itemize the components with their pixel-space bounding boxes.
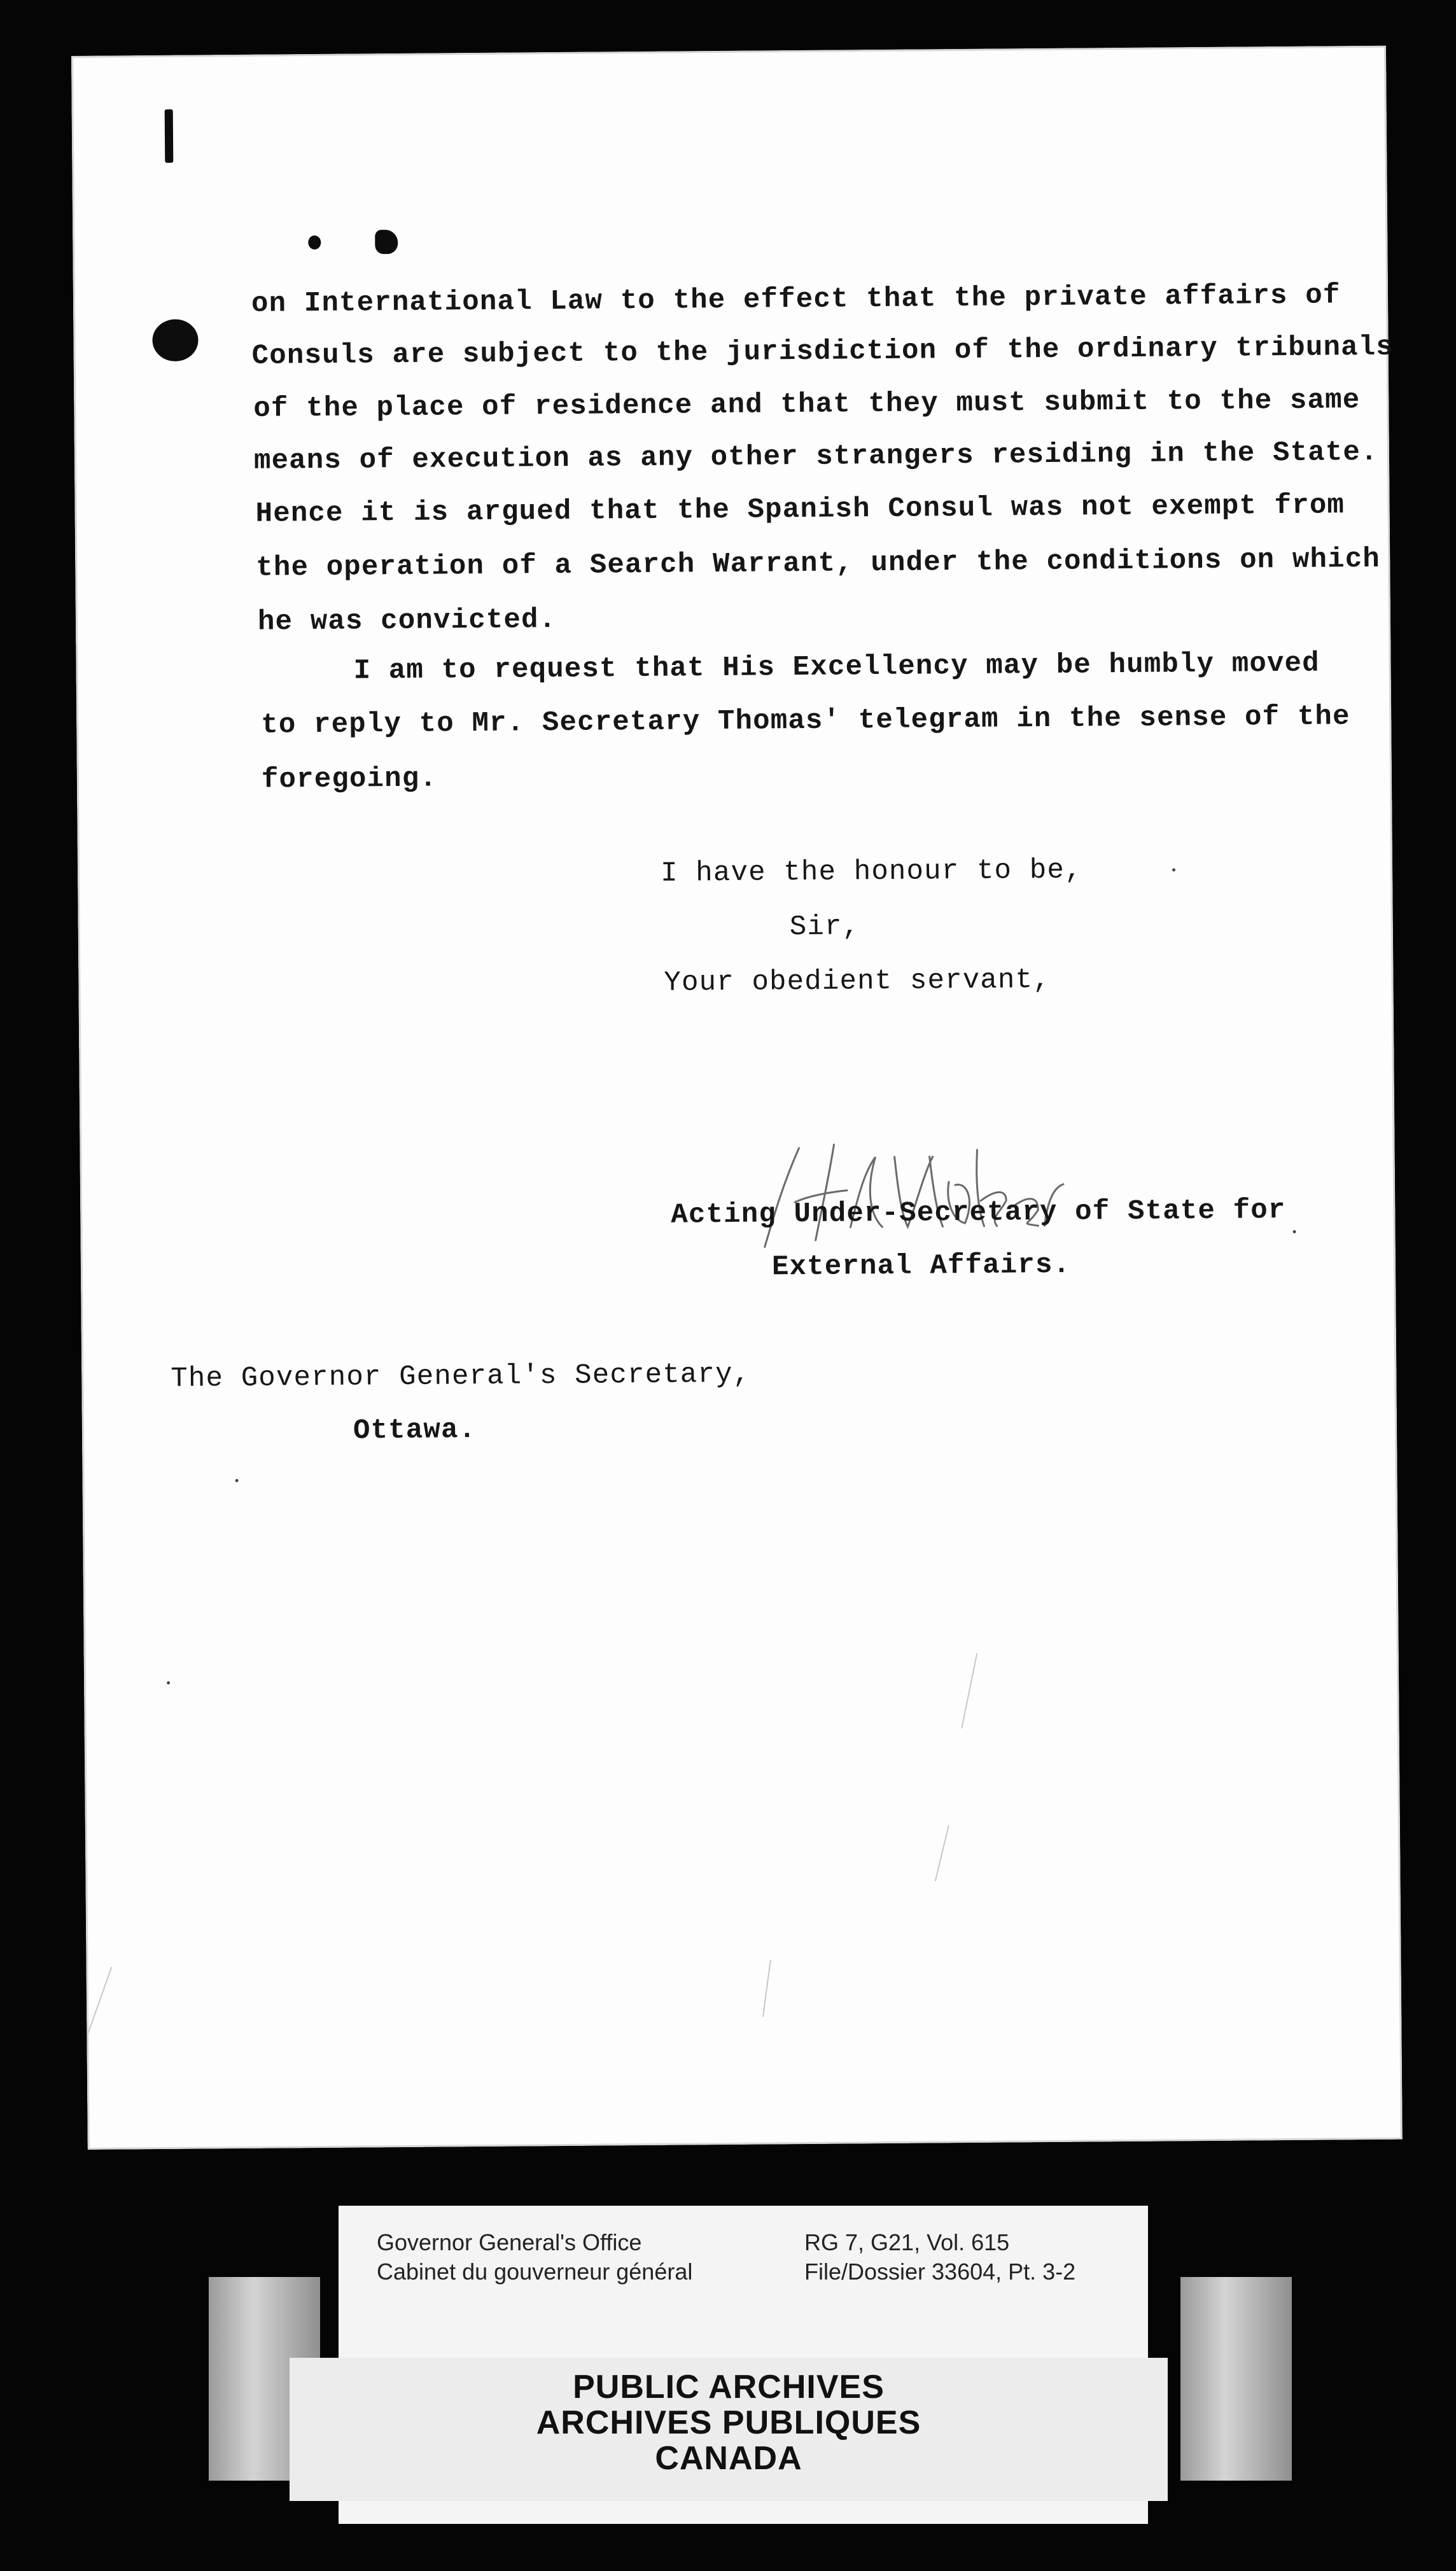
archives-stamp xyxy=(290,2358,1168,2501)
body-line: foregoing. xyxy=(261,762,438,796)
record-group-reference: RG 7, G21, Vol. 615 xyxy=(804,2229,1010,2255)
ink-dot-mark xyxy=(308,235,321,249)
closing-line: Your obedient servant, xyxy=(664,963,1051,999)
office-french: Cabinet du gouverneur général xyxy=(377,2259,693,2285)
body-line: to reply to Mr. Secretary Thomas' telegram in the sense of the xyxy=(261,701,1350,741)
speck xyxy=(1172,868,1175,871)
speck xyxy=(167,1681,170,1685)
scratch-line xyxy=(961,1653,977,1728)
body-line: on International Law to the effect that the private affairs of xyxy=(251,279,1341,320)
scratch-line xyxy=(762,1960,771,2017)
signer-title-line: Acting Under-Secretary of State for xyxy=(671,1194,1286,1231)
stamp-line: CANADA xyxy=(655,2440,802,2477)
letter-page xyxy=(71,46,1403,2150)
speck xyxy=(235,1479,239,1482)
signer-title-line: External Affairs. xyxy=(771,1249,1071,1284)
film-tab-right xyxy=(1180,2277,1292,2481)
stamp-line: PUBLIC ARCHIVES xyxy=(573,2369,885,2406)
handwritten-signature xyxy=(738,1130,1070,1260)
body-line: the operation of a Search Warrant, under the conditions on which xyxy=(256,543,1381,584)
scratch-line xyxy=(935,1825,949,1881)
ink-dot-mark xyxy=(375,230,398,254)
body-line: means of execution as any other strangers residing in the State. xyxy=(253,436,1378,477)
scratch-line xyxy=(88,1967,113,2033)
body-line: he was convicted. xyxy=(257,604,557,638)
body-line: Consuls are subject to the jurisdiction of the ordinary tribunals xyxy=(251,331,1394,372)
body-line: of the place of residence and that they must submit to the same xyxy=(253,384,1361,425)
ink-blot-mark xyxy=(152,319,199,361)
stamp-line: ARCHIVES PUBLIQUES xyxy=(536,2404,921,2441)
closing-line: I have the honour to be, xyxy=(660,854,1082,890)
file-dossier-reference: File/Dossier 33604, Pt. 3-2 xyxy=(804,2259,1076,2285)
ink-bar-mark xyxy=(165,109,174,163)
body-line: Hence it is argued that the Spanish Consul was not exempt from xyxy=(255,489,1345,530)
addressee-line: The Governor General's Secretary, xyxy=(171,1358,751,1395)
office-english: Governor General's Office xyxy=(377,2229,642,2255)
body-line: I am to request that His Excellency may be humbly moved xyxy=(353,647,1320,687)
closing-line: Sir, xyxy=(789,911,860,944)
speck xyxy=(1293,1230,1296,1233)
addressee-line: Ottawa. xyxy=(353,1414,477,1447)
